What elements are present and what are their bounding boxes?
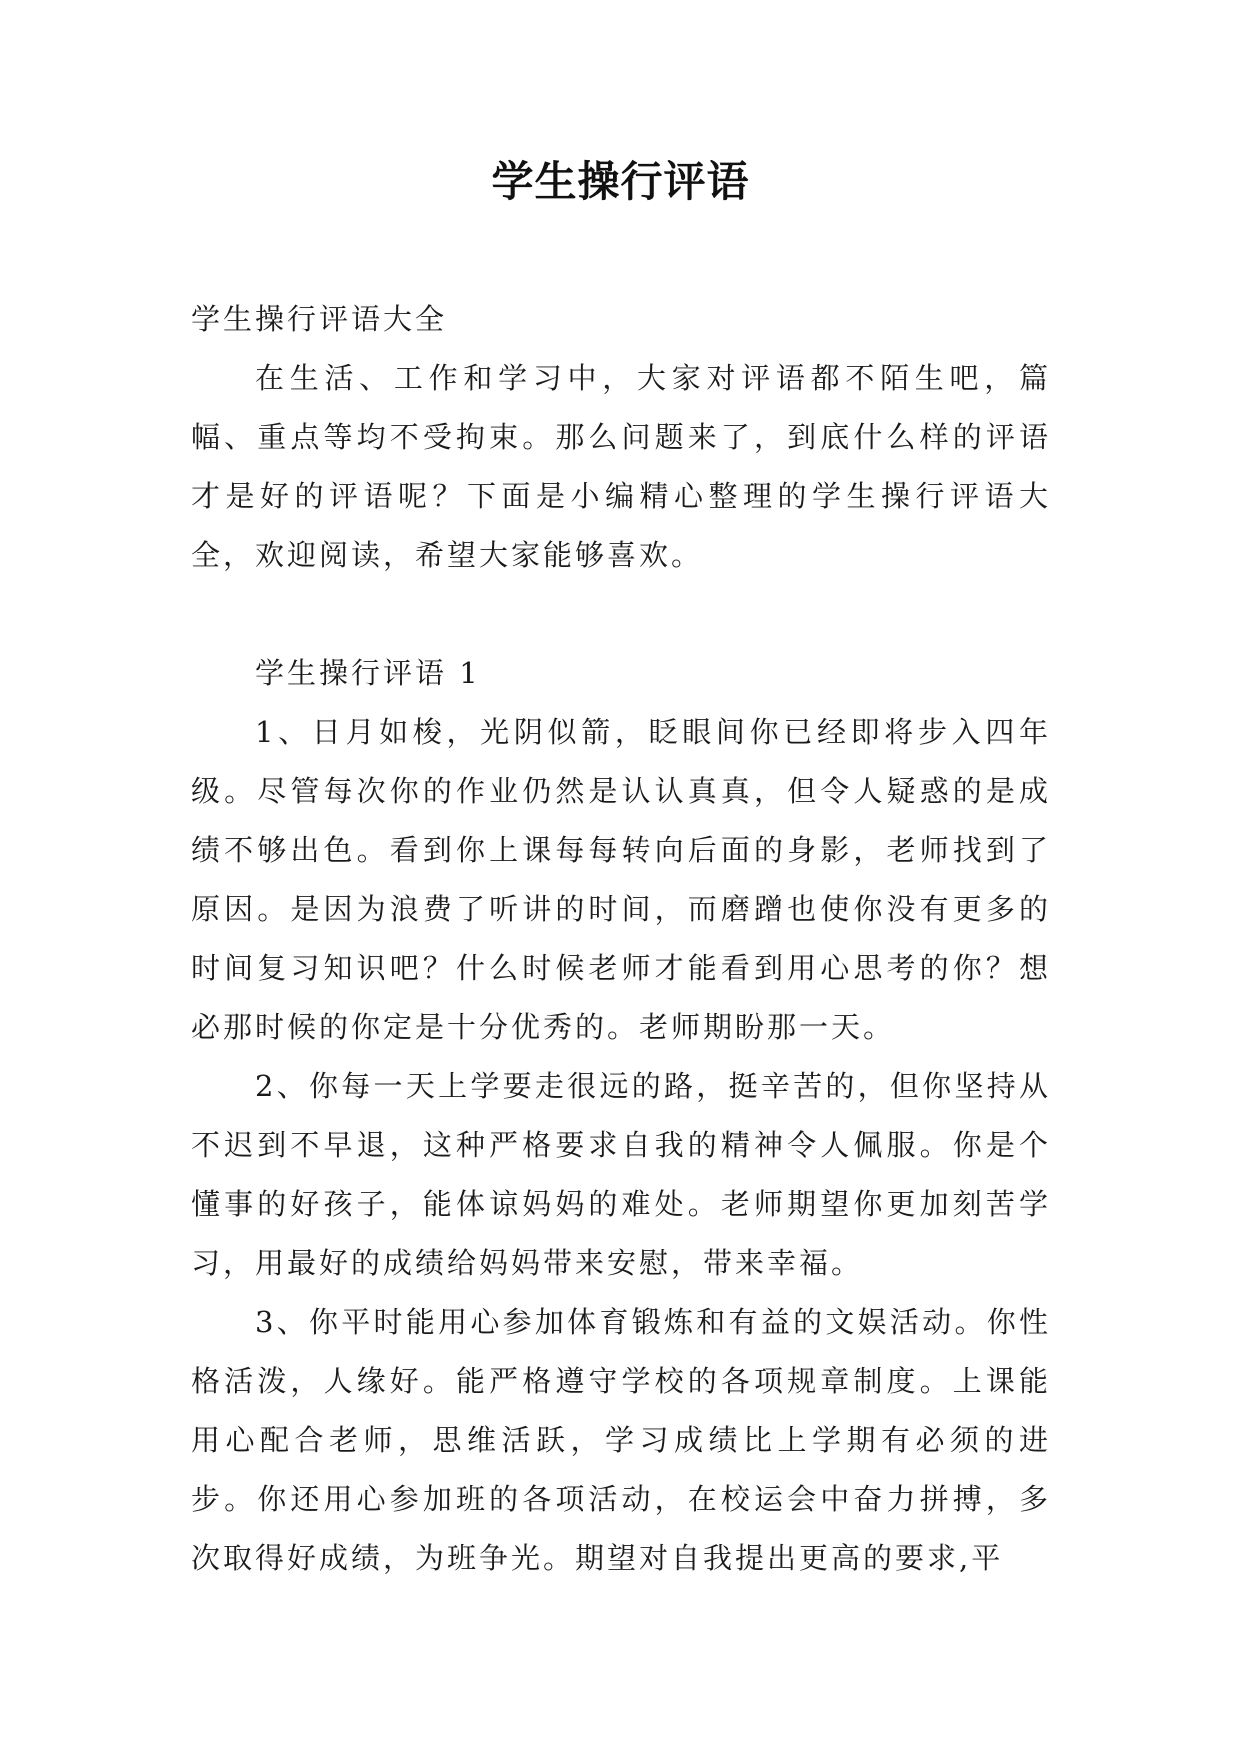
- paragraph-spacer: [191, 585, 1051, 644]
- document-subtitle: 学生操行评语大全: [191, 302, 448, 336]
- document-title: 学生操行评语: [491, 157, 750, 206]
- intro-paragraph: 在生活、工作和学习中，大家对评语都不陌生吧，篇幅、重点等均不受拘束。那么问题来了，到底什么样的评语才是好的评语呢？下面是小编精心整理的学生操行评语大全，欢迎阅读，希望大家能够喜欢。: [191, 361, 1051, 572]
- document-body: [191, 290, 1051, 1588]
- comment-paragraph-1: 1、日月如梭，光阴似箭，眨眼间你已经即将步入四年级。尽管每次你的作业仍然是认认真真，但令人疑惑的是成绩不够出色。看到你上课每每转向后面的身影，老师找到了原因。是因为浪费了听讲的时间，而磨蹭也使你没有更多的时间复习知识吧？什么时候老师才能看到用心思考的你？想必那时候的你定是十分优秀的。老师期盼那一天。: [191, 715, 1051, 1044]
- comment-paragraph-2: 2、你每一天上学要走很远的路，挺辛苦的，但你坚持从不迟到不早退，这种严格要求自我的精神令人佩服。你是个懂事的好孩子，能体谅妈妈的难处。老师期望你更加刻苦学习，用最好的成绩给妈妈带来安慰，带来幸福。: [191, 1069, 1051, 1280]
- section-heading: 学生操行评语 1: [255, 656, 481, 690]
- comment-paragraph-3: 3、你平时能用心参加体育锻炼和有益的文娱活动。你性格活泼，人缘好。能严格遵守学校的各项规章制度。上课能用心配合老师，思维活跃，学习成绩比上学期有必须的进步。你还用心参加班的各项活动，在校运会中奋力拼搏，多次取得好成绩，为班争光。期望对自我提出更高的要求,平: [191, 1305, 1051, 1575]
